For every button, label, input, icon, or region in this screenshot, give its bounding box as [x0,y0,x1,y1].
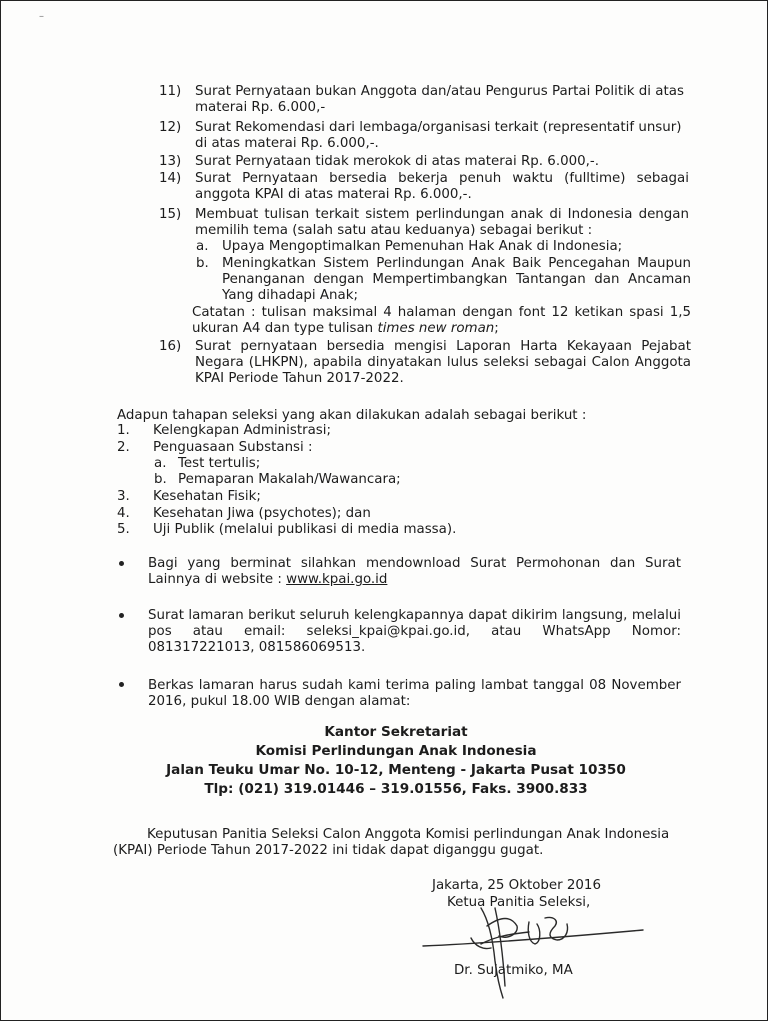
requirement-number: 15) [159,207,182,222]
note-line [192,321,691,337]
email-address[interactable]: seleksi_kpai@kpai.go.id, [306,624,471,639]
stage-item: Kesehatan Fisik; [153,489,261,504]
send-line [148,624,681,640]
bullet-icon [119,682,124,687]
requirement-item [195,339,691,387]
address-phone: Tlp: (021) 319.01446 – 319.01556, Faks. 3900.833 [204,781,588,797]
requirement-line: Surat Rekomendasi dari lembaga/organisasi terkait (representatif unsur) [195,120,682,135]
requirement-number: 11) [159,84,182,99]
signatory-role: Ketua Panitia Seleksi, [447,895,591,910]
send-line: Surat lamaran berikut seluruh kelengkapannya dapat dikirim langsung, melalui [148,608,681,623]
theme-letter: a. [196,239,209,254]
requirement-line: Surat Pernyataan bukan Anggota dan/atau Pengurus Partai Politik di atas [195,84,684,99]
send-word: email: [243,624,286,639]
stage-item: Kelengkapan Administrasi; [153,423,332,438]
download-line: Bagi yang berminat silahkan mendownload Surat Permohonan dan Surat [148,556,681,571]
bullet-icon [119,561,124,566]
requirement-number: 16) [159,339,182,354]
requirement-item [195,207,689,239]
office-address [151,723,641,799]
stage-item: Penguasaan Substansi : [153,440,313,455]
decision-line: Keputusan Panitia Seleksi Calon Anggota Komisi perlindungan Anak Indonesia [147,827,670,842]
substance-item: Pemaparan Makalah/Wawancara; [178,472,401,487]
note-line: Catatan : tulisan maksimal 4 halaman dengan font 12 ketikan spasi 1,5 [192,305,691,320]
requirement-line: materai Rp. 6.000,- [195,100,326,115]
requirement-line: Negara (LHKPN), apabila dinyatakan lulus seleksi sebagai Calon Anggota [195,355,691,370]
requirement-line: Surat Pernyataan tidak merokok di atas materai Rp. 6.000,-. [195,154,599,169]
stage-number: 1. [117,423,130,438]
theme-item [222,239,692,255]
decision-statement [113,827,681,859]
requirement-line: KPAI Periode Tahun 2017-2022. [195,371,404,386]
address-organization: Komisi Perlindungan Anak Indonesia [255,743,537,759]
note-font-name: times new roman [377,321,495,336]
theme-item [222,256,691,304]
stage-number: 2. [117,440,130,455]
send-word: Nomor: [631,624,681,639]
requirement-line: Surat Pernyataan bersedia bekerja penuh waktu (fulltime) sebagai [195,171,689,186]
requirement-line: anggota KPAI di atas materai Rp. 6.000,-. [195,187,472,202]
website-link[interactable]: www.kpai.go.id [286,572,388,587]
phone-numbers: 081317221013, 081586069513. [148,640,366,655]
send-word: atau [491,624,522,639]
handwritten-signature-icon [411,886,651,1001]
requirement-number: 13) [159,154,182,169]
stage-number: 4. [117,506,130,521]
place-date: Jakarta, 25 Oktober 2016 [432,878,601,893]
theme-letter: b. [196,256,209,271]
deadline-line: 2016, pukul 18.00 WIB dengan alamat: [148,694,411,709]
requirement-number: 12) [159,120,182,135]
requirement-item [195,84,689,116]
requirement-item [195,120,691,152]
address-office: Kantor Sekretariat [324,724,468,740]
stage-item: Kesehatan Jiwa (psychotes); dan [153,506,371,521]
theme-line: Meningkatkan Sistem Perlindungan Anak Baik Pencegahan Maupun [222,256,691,271]
send-info [148,608,681,656]
note-text: ukuran A4 dan type tulisan [192,321,378,336]
substance-letter: a. [154,456,167,471]
writing-note [192,305,691,337]
deadline-line: Berkas lamaran harus sudah kami terima paling lambat tanggal 08 November [148,678,681,693]
download-line [148,572,681,588]
stage-item: Uji Publik (melalui publikasi di media massa). [153,522,457,537]
address-street: Jalan Teuku Umar No. 10-12, Menteng - Jakarta Pusat 10350 [166,762,626,778]
scan-artifact-icon: – [39,11,44,22]
deadline-info [148,678,681,710]
stage-number: 3. [117,489,130,504]
requirement-line: Membuat tulisan terkait sistem perlindungan anak di Indonesia dengan [195,207,689,222]
send-word: pos [148,624,172,639]
requirement-line: Surat pernyataan bersedia mengisi Laporan Harta Kekayaan Pejabat [195,339,691,354]
stages-intro: Adapun tahapan seleksi yang akan dilakukan adalah sebagai berikut : [117,408,587,423]
theme-line: Penanganan dengan Mempertimbangkan Tantangan dan Ancaman [222,272,691,287]
requirement-item [195,171,689,203]
send-word: atau [192,624,223,639]
requirement-item [195,154,689,170]
note-text: ; [494,321,499,336]
send-word: WhatsApp [542,624,611,639]
substance-item: Test tertulis; [178,456,261,471]
requirement-line: memilih tema (salah satu atau keduanya) sebagai berikut : [195,223,593,238]
theme-line: Upaya Mengoptimalkan Pemenuhan Hak Anak di Indonesia; [222,239,623,254]
signatory-name: Dr. Sujatmiko, MA [454,963,573,978]
bullet-icon [119,613,124,618]
decision-line: (KPAI) Periode Tahun 2017-2022 ini tidak dapat diganggu gugat. [113,843,544,858]
download-text: Lainnya di website : [148,572,287,587]
download-info [148,556,681,588]
requirement-line: di atas materai Rp. 6.000,-. [195,136,379,151]
stage-number: 5. [117,522,130,537]
substance-letter: b. [154,472,167,487]
requirement-number: 14) [159,171,182,186]
theme-line: Yang dihadapi Anak; [222,288,358,303]
